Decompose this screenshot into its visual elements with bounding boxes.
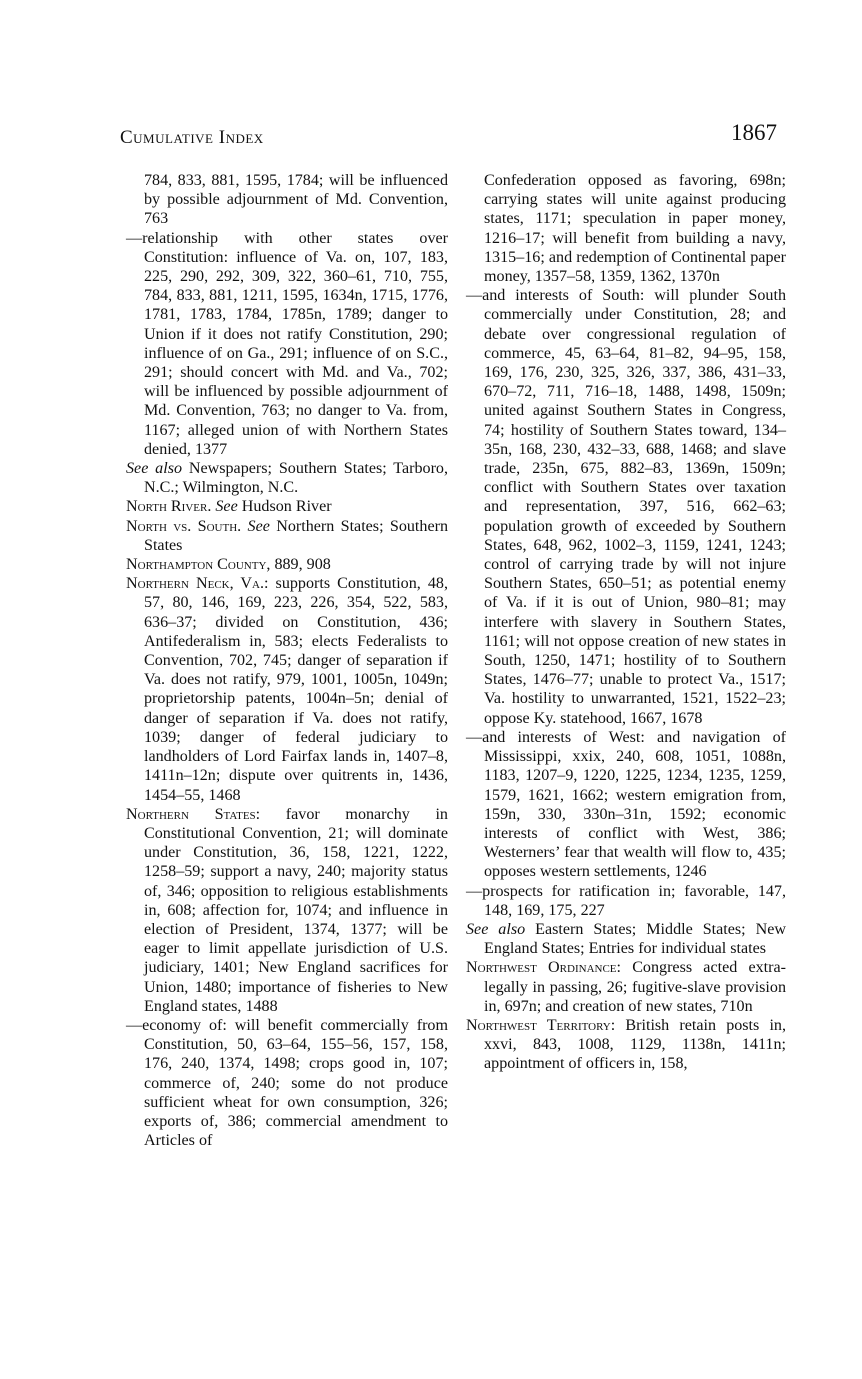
index-subentry: —and interests of West: and navigation of Mississippi, xxix, 240, 608, 1051, 1088n, 1183, 1207–9, 1220, 1225, 1234, 1235, 1259, 1579, 1621, 1662; western emigration from, 159n, 330, 330n–31n, 1592; economic interests of conflict with West, 386; Westerners’ fear that wealth will flow to, 435; opposes western settlements, 1246 bbox=[466, 728, 786, 881]
index-cross-reference: See also Newspapers; Southern States; Tarboro, N.C.; Wilmington, N.C. bbox=[126, 460, 449, 497]
index-entry: North vs. South. See Northern States; Southern States bbox=[126, 517, 448, 554]
index-entry: Northern States: favor monarchy in Constitutional Convention, 21; will dominate under Constitution, 36, 158, 1221, 1222, 1258–59; support a navy, 240; majority status of, 346; opposition to religious establishments in, 608; affection for, 1074; and influence in election of President, 1374, 1377; will be eager to limit appellate jurisdiction of U.S. judiciary, 1401; New England sacrifices for Union, 1480; importance of fisheries to New England states, 1488 bbox=[126, 805, 448, 1015]
index-column-left bbox=[126, 171, 448, 1150]
index-subentry: —prospects for ratification in; favorable, 147, 148, 169, 175, 227 bbox=[466, 882, 786, 919]
index-cross-reference: See also Eastern States; Middle States; New England States; Entries for individual states bbox=[466, 920, 786, 958]
index-entry: Northwest Ordinance: Congress acted extra-legally in passing, 26; fugitive-slave provision in, 697n; and creation of new states, 710n bbox=[466, 959, 786, 1015]
index-subentry: —and interests of South: will plunder South commercially under Constitution, 28; and debate over congressional regulation of commerce, 45, 63–64, 81–82, 94–95, 158, 169, 176, 230, 325, 326, 337, 386, 431–33, 670–72, 711, 716–18, 1488, 1498, 1509n; united against Southern States in Congress, 74; hostility of Southern States toward, 134–35n, 168, 230, 432–33, 688, 1468; and slave trade, 235n, 675, 882–83, 1369n, 1509n; conflict with Southern States over taxation and representation, 397, 516, 662–63; population growth of exceeded by Southern States, 648, 962, 1002–3, 1159, 1241, 1243; control of carrying trade by will not injure Southern States, 650–51; as potential enemy of Va. if it is out of Union, 980–81; may interfere with slavery in Southern States, 1161; will not oppose creation of new states in South, 1250, 1471; hostility of to Southern States, 1476–77; unable to protect Va., 1517; Va. hostility to unwarranted, 1521, 1522–23; oppose Ky. statehood, 1667, 1678 bbox=[466, 287, 786, 727]
index-entry: Northampton County, 889, 908 bbox=[126, 556, 331, 574]
index-subentry: —relationship with other states over Constitution: influence of Va. on, 107, 183, 225, 290, 292, 309, 322, 360–61, 710, 755, 784, 833, 881, 1211, 1595, 1634n, 1715, 1776, 1781, 1783, 1784, 1785n, 1789; danger to Union if it does not ratify Constitution, 290; influence of on Ga., 291; influence of on S.C., 291; should concert with Md. and Va., 702; will be influenced by possible adjournment of Md. Convention, 763; no danger to Va. from, 1167; alleged union of with Northern States denied, 1377 bbox=[126, 229, 448, 458]
running-header-title: Cumulative Index bbox=[120, 127, 264, 148]
index-entry-continuation: Confederation opposed as favoring, 698n; carrying states will unite against producing states, 1171; speculation in paper money, 1216–17; will benefit from building a navy, 1315–16; and redemption of Continental paper money, 1357–58, 1359, 1362, 1370n bbox=[484, 172, 786, 286]
index-entry-continuation: 784, 833, 881, 1595, 1784; will be influenced by possible adjournment of Md. Convention, 763 bbox=[144, 172, 448, 228]
page-number: 1867 bbox=[731, 120, 777, 145]
index-column-right bbox=[466, 171, 786, 1074]
index-entry: North River. See Hudson River bbox=[126, 498, 332, 516]
index-subentry: —economy of: will benefit commercially from Constitution, 50, 63–64, 155–56, 157, 158, 176, 240, 1374, 1498; crops good in, 107; commerce of, 240; some do not produce sufficient wheat for own consumption, 326; exports of, 386; commercial amendment to Articles of bbox=[126, 1016, 448, 1150]
index-entry: Northwest Territory: British retain posts in, xxvi, 843, 1008, 1129, 1138n, 1411n; appointment of officers in, 158, bbox=[466, 1016, 787, 1073]
index-entry: Northern Neck, Va.: supports Constitution, 48, 57, 80, 146, 169, 223, 226, 354, 522, 583, 636–37; divided on Constitution, 436; Antifederalism in, 583; elects Federalists to Convention, 702, 745; danger of separation if Va. does not ratify, 979, 1001, 1005n, 1049n; proprietorship patents, 1004n–5n; denial of danger of separation if Va. does not ratify, 1039; danger of federal judiciary to landholders of Lord Fairfax lands in, 1407–8, 1411n–12n; dispute over quitrents in, 1436, 1454–55, 1468 bbox=[126, 575, 448, 804]
